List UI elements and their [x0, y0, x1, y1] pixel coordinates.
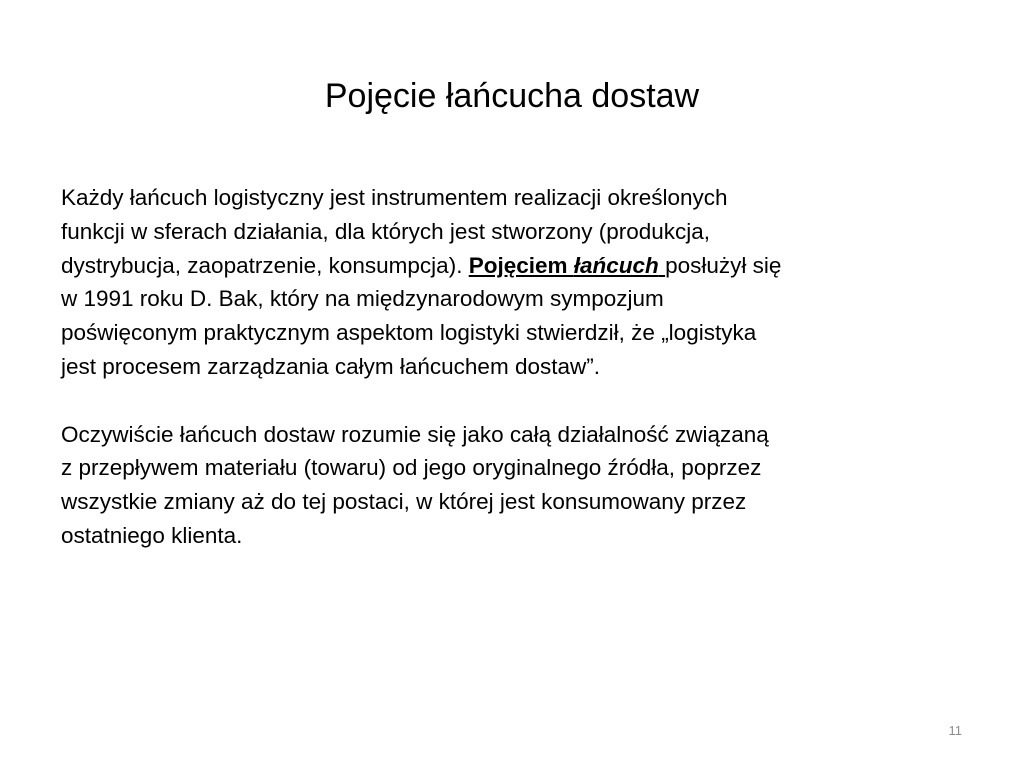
text-line: funkcji w sferach działania, dla których jest stworzony (produkcja, — [61, 218, 711, 244]
highlighted-term — [469, 253, 665, 278]
text-line: poświęconym praktycznym aspektom logistyki stwierdził, że „logistyka — [61, 320, 757, 346]
text-segment: dystrybucja, zaopatrzenie, konsumpcja). — [61, 252, 469, 278]
text-line: w 1991 roku D. Bak, który na międzynarodowym sympozjum — [61, 286, 664, 312]
text-line: ostatniego klienta. — [61, 522, 243, 548]
term-italic: łańcuch — [573, 252, 659, 278]
slide-body — [61, 181, 961, 553]
slide-title: Pojęcie łańcucha dostaw — [324, 77, 700, 115]
paragraph-chain-definition — [61, 181, 961, 384]
text-line: Oczywiście łańcuch dostaw rozumie się jako całą działalność związaną — [61, 421, 769, 447]
paragraph-supply-chain-scope — [61, 418, 961, 553]
text-line: z przepływem materiału (towaru) od jego oryginalnego źródła, poprzez — [61, 455, 762, 481]
text-line: jest procesem zarządzania całym łańcuchem dostaw”. — [61, 353, 600, 379]
text-segment: posłużył się — [665, 252, 782, 278]
text-line: Każdy łańcuch logistyczny jest instrumentem realizacji określonych — [61, 185, 728, 210]
text-line-with-term — [61, 249, 961, 283]
page-number: 11 — [948, 723, 962, 738]
paragraph-spacer — [61, 384, 961, 418]
term-bold: Pojęciem — [468, 252, 568, 278]
text-line: wszystkie zmiany aż do tej postaci, w której jest konsumowany przez — [61, 489, 747, 515]
